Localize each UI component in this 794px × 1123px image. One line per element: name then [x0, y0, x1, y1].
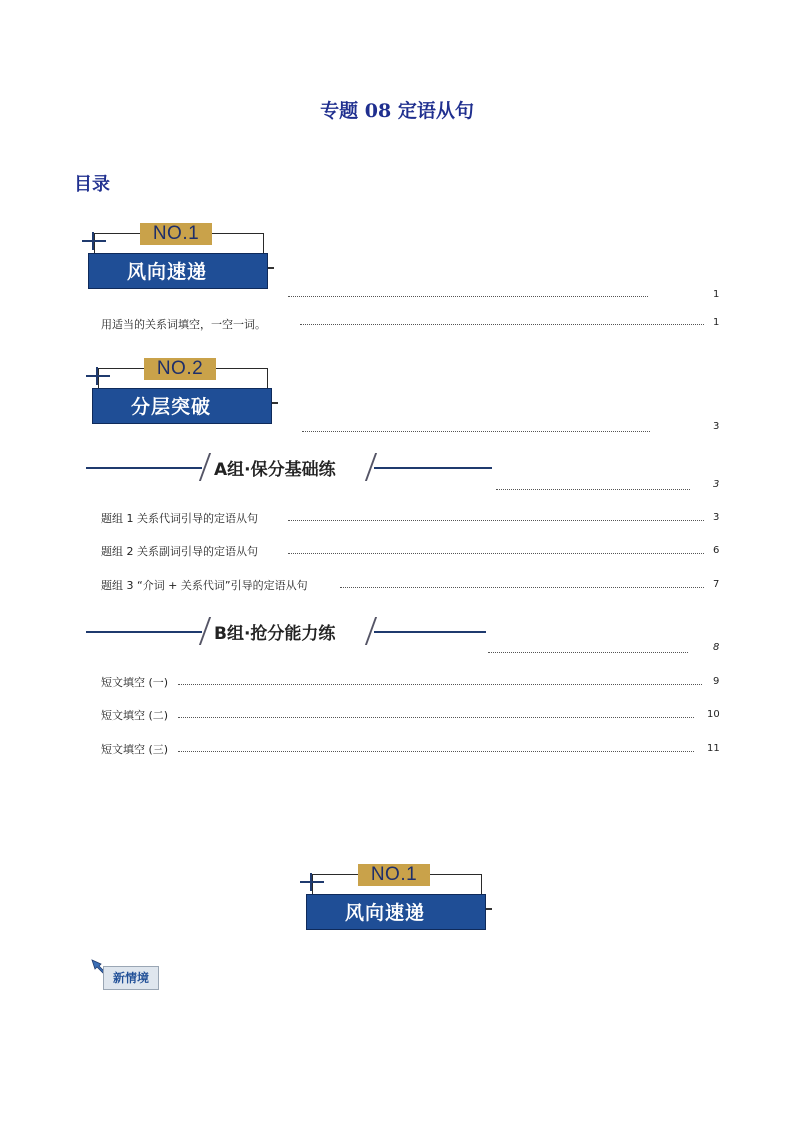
badge-tick [86, 375, 110, 377]
badge-stub [486, 908, 492, 910]
badge-title: 分层突破 [92, 388, 272, 424]
body-section-badge [300, 864, 500, 934]
toc-leader [340, 587, 704, 588]
badge-tick [300, 881, 324, 883]
toc-leader [288, 296, 648, 297]
toc-entry[interactable]: 短文填空 (一) [101, 676, 169, 689]
toc-heading: 目录 [74, 174, 110, 195]
badge-number: NO.1 [358, 864, 430, 886]
toc-page-number: 11 [707, 743, 720, 754]
group-a-banner[interactable] [86, 452, 496, 482]
banner-line-left [86, 467, 202, 469]
badge-number: NO.2 [144, 358, 216, 380]
toc-leader [300, 324, 704, 325]
badge-tick-vertical [96, 367, 98, 385]
tag-label: 新情境 [103, 966, 159, 990]
badge-tick-vertical [92, 232, 94, 250]
toc-leader [302, 431, 650, 432]
banner-line-right [374, 467, 492, 469]
toc-leader [178, 684, 702, 685]
badge-title: 风向速递 [88, 253, 268, 289]
group-b-label: B组·抢分能力练 [214, 624, 336, 644]
section-badge-1[interactable] [82, 223, 282, 293]
toc-leader [288, 520, 704, 521]
toc-page-number: 10 [707, 709, 720, 720]
toc-entry[interactable]: 题组 2 关系副词引导的定语从句 [101, 545, 258, 558]
toc-entry[interactable]: 短文填空 (三) [101, 743, 169, 756]
badge-stub [272, 402, 278, 404]
toc-leader [496, 489, 690, 490]
badge-tick-vertical [310, 873, 312, 891]
section-badge-2[interactable] [86, 358, 286, 428]
toc-leader [178, 751, 694, 752]
toc-leader [288, 553, 704, 554]
toc-page-number: 3 [713, 479, 720, 490]
badge-title: 风向速递 [306, 894, 486, 930]
toc-page-number: 9 [713, 676, 720, 687]
toc-page-number: 8 [713, 642, 720, 653]
badge-number: NO.1 [140, 223, 212, 245]
group-b-banner[interactable] [86, 616, 490, 646]
toc-page-number: 3 [713, 512, 720, 523]
banner-line-right [374, 631, 486, 633]
new-situation-tag [91, 958, 159, 990]
toc-page-number: 1 [713, 289, 720, 300]
toc-leader [488, 652, 688, 653]
toc-entry[interactable]: 题组 3 “介词 + 关系代词”引导的定语从句 [101, 579, 308, 592]
toc-page-number: 3 [713, 421, 720, 432]
toc-leader [178, 717, 694, 718]
toc-entry[interactable]: 短文填空 (二) [101, 709, 169, 722]
toc-page-number: 7 [713, 579, 720, 590]
page-title: 专题 08 定语从句 [320, 100, 474, 122]
group-a-label: A组·保分基础练 [214, 460, 336, 480]
toc-page-number: 1 [713, 317, 720, 328]
banner-line-left [86, 631, 202, 633]
toc-entry[interactable]: 题组 1 关系代词引导的定语从句 [101, 512, 258, 525]
toc-page-number: 6 [713, 545, 720, 556]
toc-entry[interactable]: 用适当的关系词填空，一空一词。 [101, 318, 266, 331]
badge-stub [268, 267, 274, 269]
badge-tick [82, 240, 106, 242]
